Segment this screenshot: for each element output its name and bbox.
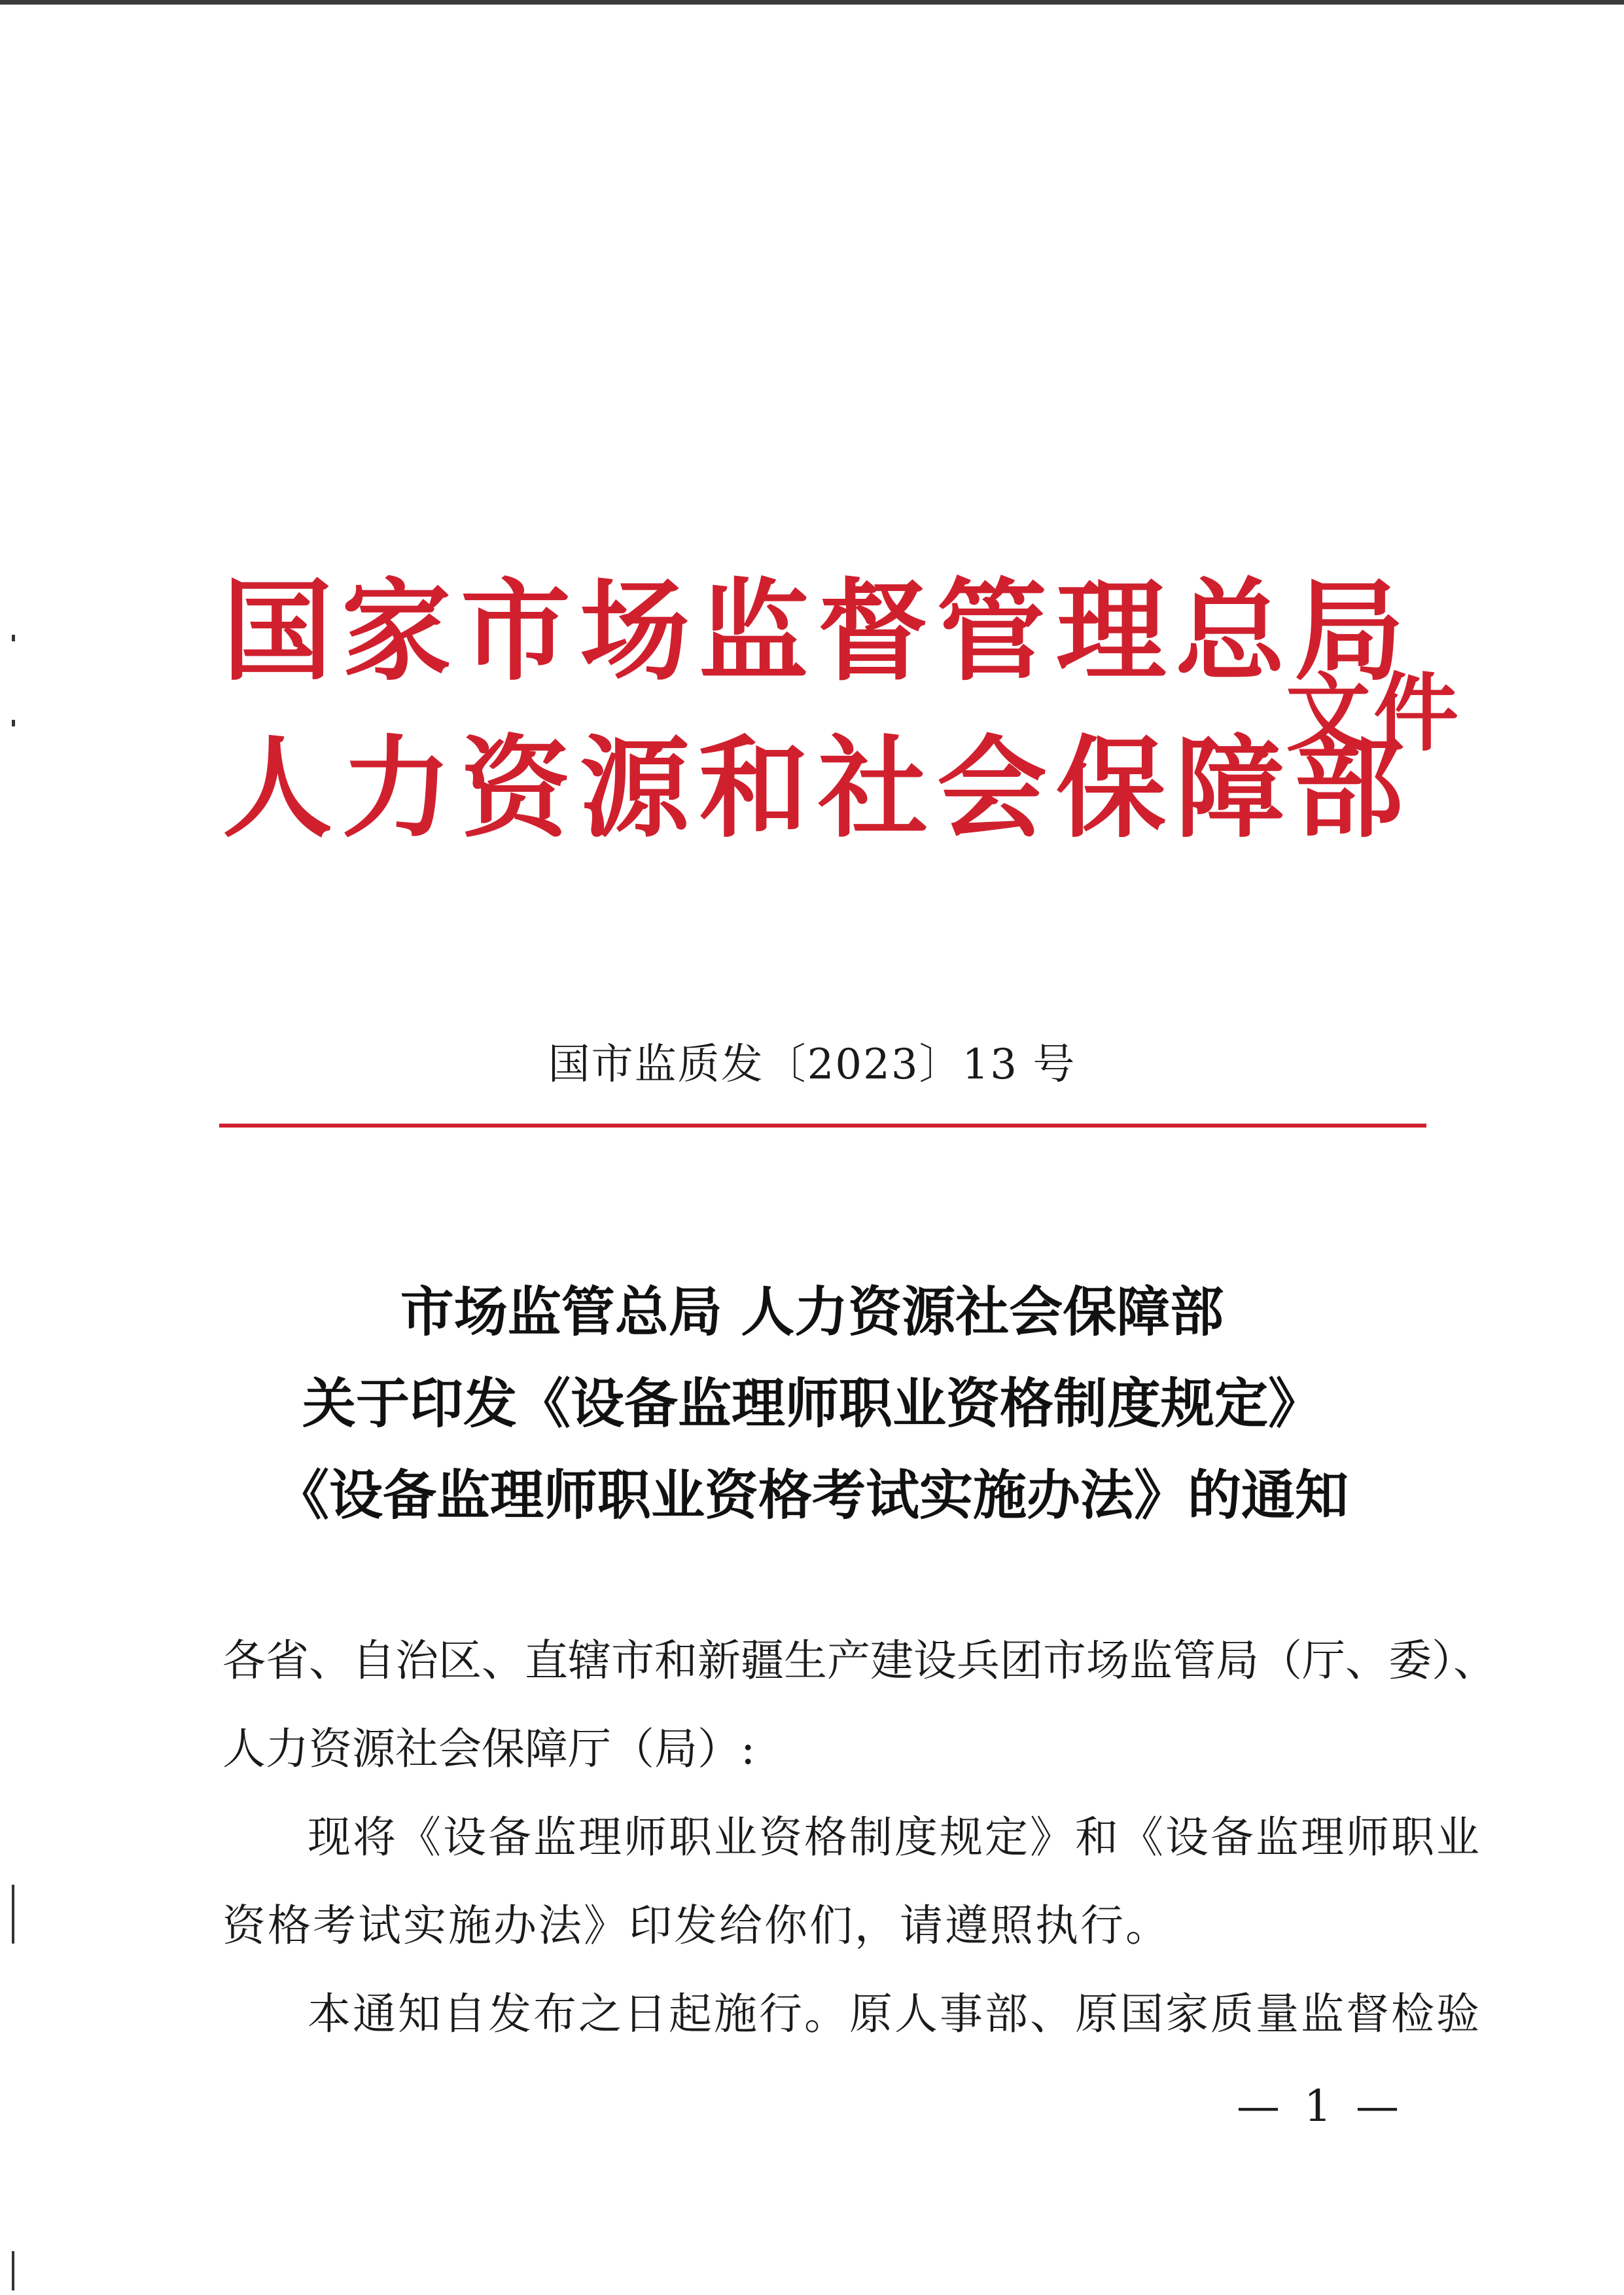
issuer-header-suffix: 文件 <box>1286 663 1462 763</box>
red-separator-line <box>219 1124 1426 1128</box>
document-title-line-3: 《设备监理师职业资格考试实施办法》的通知 <box>275 1465 1349 1527</box>
paragraph-1-line-1: 现将《设备监理师职业资格制度规定》和《设备监理师职业 <box>308 1812 1481 1862</box>
scan-edge-mark <box>12 2251 14 2290</box>
addressee-line-1: 各省、自治区、直辖市和新疆生产建设兵团市场监管局（厅、委）、 <box>222 1635 1496 1686</box>
scan-edge-mark <box>12 720 15 726</box>
scan-top-edge <box>0 0 1624 5</box>
issuer-header-line-2: 人力资源和社会保障部 <box>222 723 1413 853</box>
scan-edge-mark <box>12 635 15 641</box>
document-title-line-1: 市场监管总局 人力资源社会保障部 <box>400 1281 1224 1343</box>
document-title-line-2: 关于印发《设备监理师职业资格制度规定》 <box>302 1373 1322 1435</box>
document-number: 国市监质发〔2023〕13 号 <box>548 1041 1076 1089</box>
paragraph-2-line-1: 本通知自发布之日起施行。原人事部、原国家质量监督检验 <box>308 1989 1481 2039</box>
addressee-line-2: 人力资源社会保障厅（局）: <box>222 1724 756 1774</box>
scan-edge-mark <box>12 1885 14 1944</box>
paragraph-1-line-2: 资格考试实施办法》印发给你们，请遵照执行。 <box>222 1900 1171 1951</box>
page-number: — 1 — <box>1237 2081 1404 2131</box>
issuer-header-line-1: 国家市场监督管理总局 <box>222 566 1413 696</box>
